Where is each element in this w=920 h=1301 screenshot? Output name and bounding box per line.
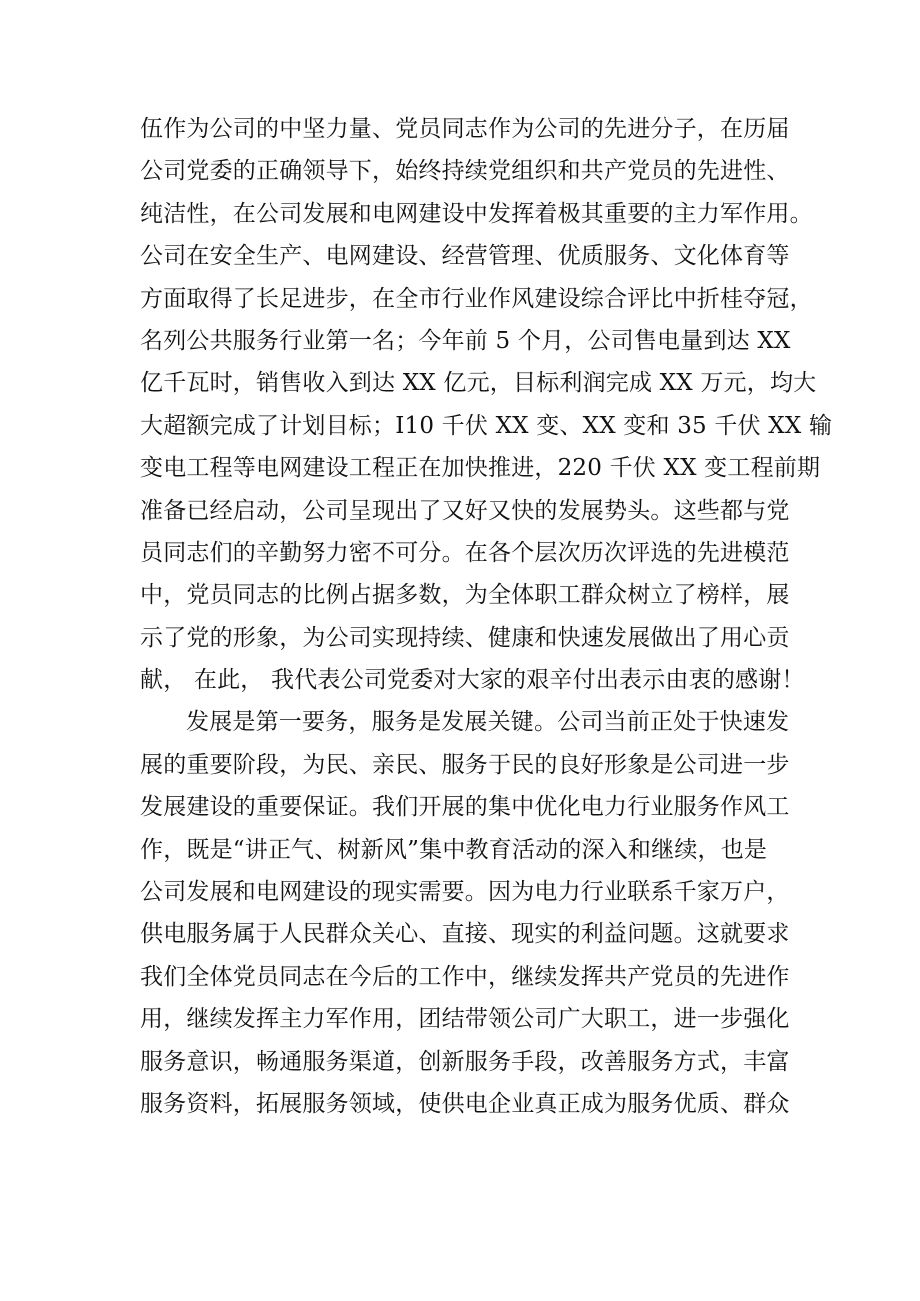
text-line: 亿千瓦时，销售收入到达 XX 亿元，目标利润完成 XX 万元，均大 <box>140 370 817 397</box>
text-line: 用，继续发挥主力军作用，团结带领公司广大职工，进一步强化 <box>140 1006 790 1033</box>
text-line: 供电服务属于人民群众关心、直接、现实的利益问题。这就要求 <box>140 921 790 948</box>
text-line: 名列公共服务行业第一名；今年前 5 个月，公司售电量到达 XX <box>140 327 791 354</box>
text-line: 纯洁性，在公司发展和电网建设中发挥着极其重要的主力军作用。 <box>140 200 813 227</box>
text-line: 中，党员同志的比例占据多数，为全体职工群众树立了榜样，展 <box>140 582 790 609</box>
text-line: 发展建设的重要保证。我们开展的集中优化电力行业服务作风工 <box>140 794 790 821</box>
text-line: 员同志们的辛勤努力密不可分。在各个层次历次评选的先进模范 <box>140 539 790 566</box>
text-line: 服务意识，畅通服务渠道，创新服务手段，改善服务方式，丰富 <box>140 1048 790 1075</box>
paragraph-start-line: 发展是第一要务，服务是发展关键。公司当前正处于快速发 <box>186 709 790 736</box>
text-line: 献， 在此， 我代表公司党委对大家的艰辛付出表示由衷的感谢！ <box>140 667 805 694</box>
text-line: 示了党的形象，为公司实现持续、健康和快速发展做出了用心贡 <box>140 624 790 651</box>
text-line: 公司发展和电网建设的现实需要。因为电力行业联系千家万户， <box>140 879 790 906</box>
text-line: 作，既是“讲正气、树新风”集中教育活动的深入和继续，也是 <box>140 836 768 863</box>
text-line: 公司在安全生产、电网建设、经营管理、优质服务、文化体育等 <box>140 243 790 270</box>
text-line: 公司党委的正确领导下，始终持续党组织和共产党员的先进性、 <box>140 158 790 185</box>
text-line: 准备已经启动，公司呈现出了又好又快的发展势头。这些都与党 <box>140 497 790 524</box>
text-line: 我们全体党员同志在今后的工作中，继续发挥共产党员的先进作 <box>140 963 790 990</box>
text-line: 展的重要阶段，为民、亲民、服务于民的良好形象是公司进一步 <box>140 751 790 778</box>
text-line: 方面取得了长足进步，在全市行业作风建设综合评比中折桂夺冠， <box>140 285 813 312</box>
text-line: 大超额完成了计划目标；I10 千伏 XX 变、XX 变和 35 千伏 XX 输 <box>140 412 833 439</box>
text-line: 变电工程等电网建设工程正在加快推进，220 千伏 XX 变工程前期 <box>140 455 821 482</box>
text-line: 服务资料，拓展服务领域，使供电企业真正成为服务优质、群众 <box>140 1090 790 1117</box>
text-line: 伍作为公司的中坚力量、党员同志作为公司的先进分子，在历届 <box>140 116 790 142</box>
body-text <box>140 108 833 1125</box>
